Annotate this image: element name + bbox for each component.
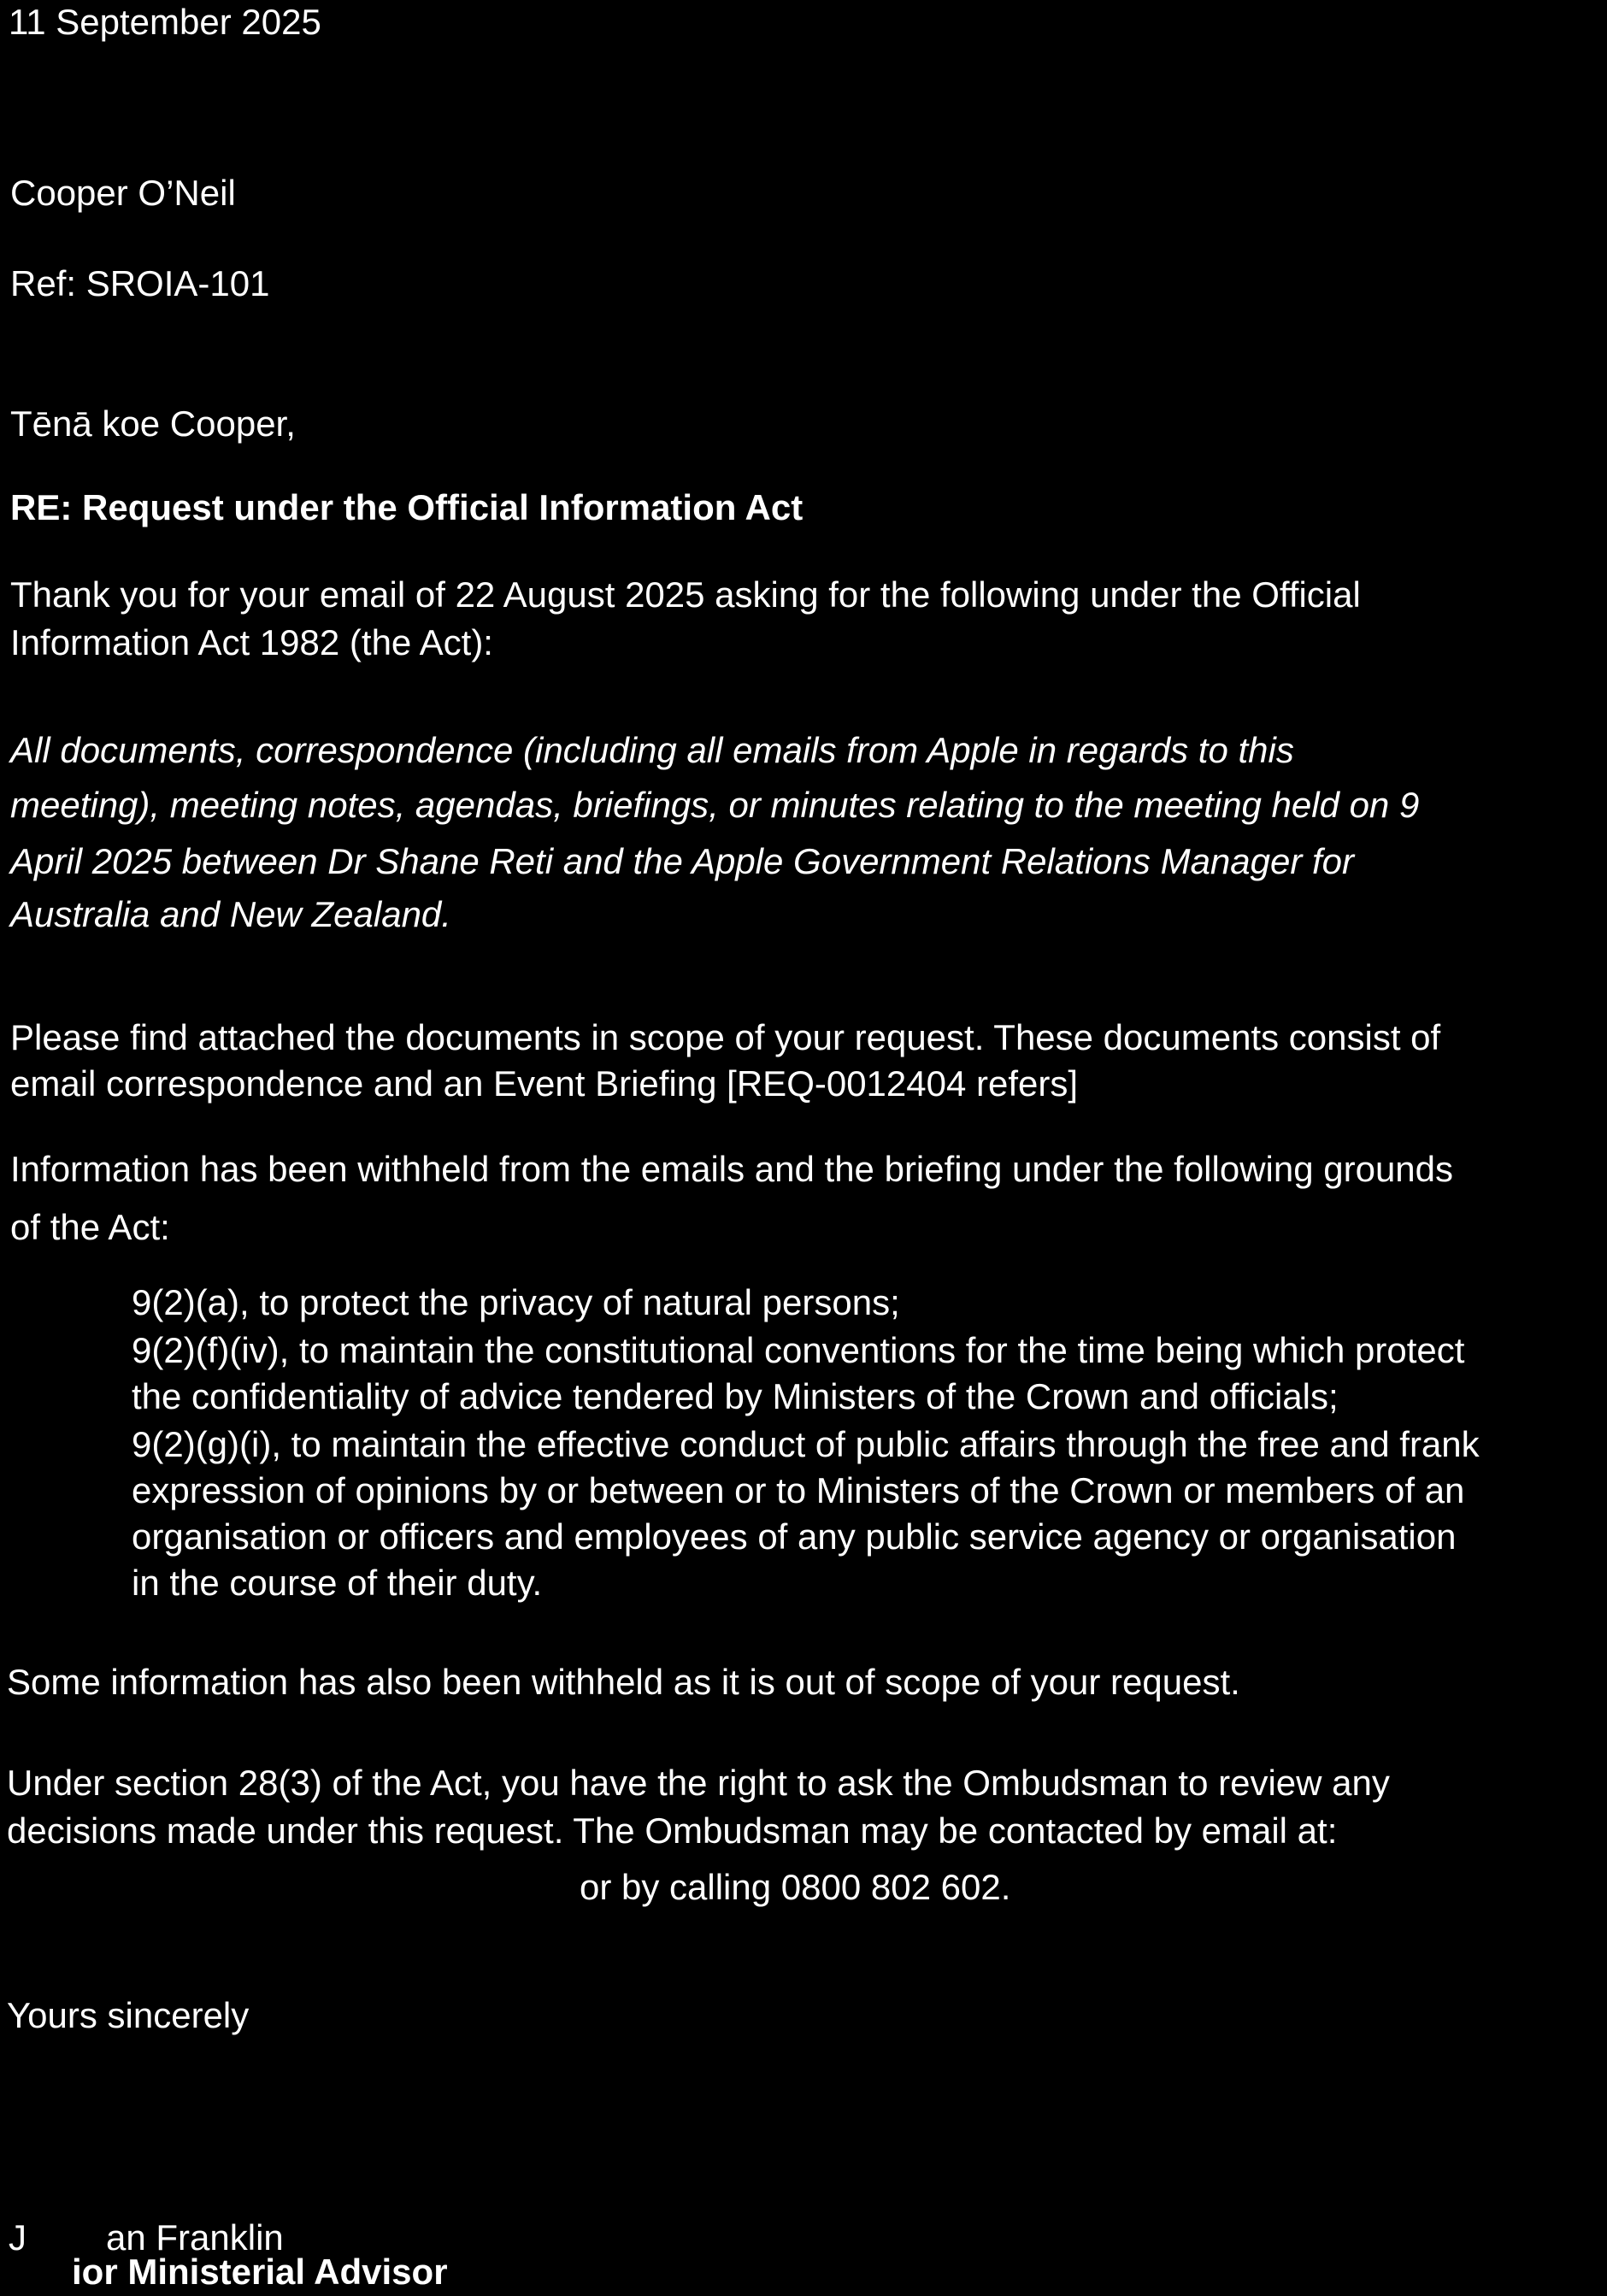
ground-9-2-a: 9(2)(a), to protect the privacy of natural persons; — [132, 1282, 900, 1322]
out-of-scope-note: Some information has also been withheld as it is out of scope of your request. — [7, 1662, 1240, 1702]
request-quote-line-2: meeting), meeting notes, agendas, briefings, or minutes relating to the meeting held on 9 — [10, 785, 1420, 825]
signatory-name: an Franklin — [106, 2217, 284, 2258]
signatory-initial: J — [9, 2217, 26, 2258]
recipient-name: Cooper O’Neil — [10, 173, 236, 213]
signatory-title: ior Ministerial Advisor — [72, 2252, 448, 2292]
withheld-intro-line-2: of the Act: — [10, 1207, 170, 1247]
reference-number: Ref: SROIA-101 — [10, 263, 270, 303]
ground-9-2-f-iv-line-1: 9(2)(f)(iv), to maintain the constitutional conventions for the time being which protect — [132, 1330, 1465, 1370]
ombudsman-line-1: Under section 28(3) of the Act, you have the right to ask the Ombudsman to review any — [7, 1763, 1390, 1803]
request-quote-line-3: April 2025 between Dr Shane Reti and the Apple Government Relations Manager for — [10, 841, 1355, 881]
ombudsman-line-2: decisions made under this request. The Ombudsman may be contacted by email at: — [7, 1810, 1338, 1851]
ground-9-2-f-iv-line-2: the confidentiality of advice tendered by Ministers of the Crown and officials; — [132, 1376, 1339, 1416]
request-quote-line-1: All documents, correspondence (including all emails from Apple in regards to this — [10, 730, 1294, 770]
ombudsman-line-3: or by calling 0800 802 602. — [580, 1867, 1011, 1907]
withheld-intro-line-1: Information has been withheld from the emails and the briefing under the following grounds — [10, 1149, 1454, 1189]
closing: Yours sincerely — [7, 1995, 250, 2035]
attachment-line-2: email correspondence and an Event Briefing [REQ-0012404 refers] — [10, 1063, 1079, 1104]
intro-line-1: Thank you for your email of 22 August 2025 asking for the following under the Official — [10, 574, 1361, 615]
request-quote-line-4: Australia and New Zealand. — [10, 894, 451, 934]
letter-date: 11 September 2025 — [9, 2, 321, 42]
subject-line: RE: Request under the Official Information Act — [10, 487, 804, 527]
attachment-line-1: Please find attached the documents in scope of your request. These documents consist of — [10, 1017, 1441, 1057]
ground-9-2-g-i-line-3: organisation or officers and employees of any public service agency or organisation — [132, 1516, 1457, 1557]
ground-9-2-g-i-line-1: 9(2)(g)(i), to maintain the effective conduct of public affairs through the free and frank — [132, 1424, 1480, 1464]
greeting: Tēnā koe Cooper, — [10, 403, 296, 444]
ground-9-2-g-i-line-2: expression of opinions by or between or to Ministers of the Crown or members of an — [132, 1470, 1465, 1510]
intro-line-2: Information Act 1982 (the Act): — [10, 622, 493, 662]
ground-9-2-g-i-line-4: in the course of their duty. — [132, 1563, 543, 1603]
